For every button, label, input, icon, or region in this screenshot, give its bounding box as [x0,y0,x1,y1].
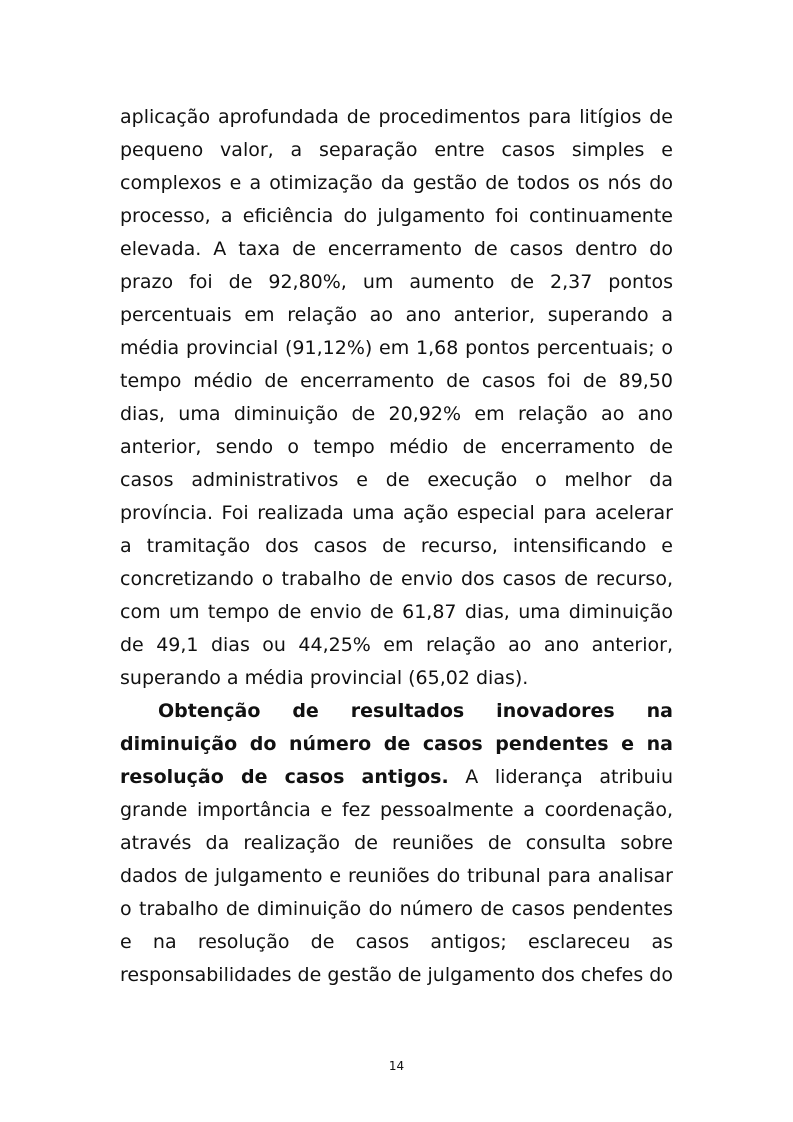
page-number: 14 [388,1059,405,1073]
paragraph-heading: Obtenção de resultados inovadores na diminuição do número de casos pendentes e na resolução de casos antigos. [120,700,673,788]
paragraph-efficiency: aplicação aprofundada de procedimentos para litígios de pequeno valor, a separação entre casos simples e complexos e a otimização da gestão de todos os nós do processo, a eficiência do julgamento foi continuamente elevada. A taxa de encerramento de casos dentro do prazo foi de 92,80%, um aumento de 2,37 pontos percentuais em relação ao ano anterior, superando a média provincial (91,12%) em 1,68 pontos percentuais; o tempo médio de encerramento de casos foi de 89,50 dias, uma diminuição de 20,92% em relação ao ano anterior, sendo o tempo médio de encerramento de casos administrativos e de execução o melhor da província. Foi realizada uma ação especial para acelerar a tramitação dos casos de recurso, intensificando e concretizando o trabalho de envio dos casos de recurso, com um tempo de envio de 61,87 dias, uma diminuição de 49,1 dias ou 44,25% em relação ao ano anterior, superando a média provincial (65,02 dias). [120,106,673,689]
paragraph-body: A liderança atribuiu grande importância e fez pessoalmente a coordenação, através da realização de reuniões de consulta sobre dados de julgamento e reuniões do tribunal para analisar o trabalho de diminuição do número de casos pendentes e na resolução de casos antigos; esclareceu as responsabilidades de gestão de julgamento dos chefes do [120,766,673,986]
paragraph-pending-cases [120,695,673,992]
body-text [120,101,673,992]
